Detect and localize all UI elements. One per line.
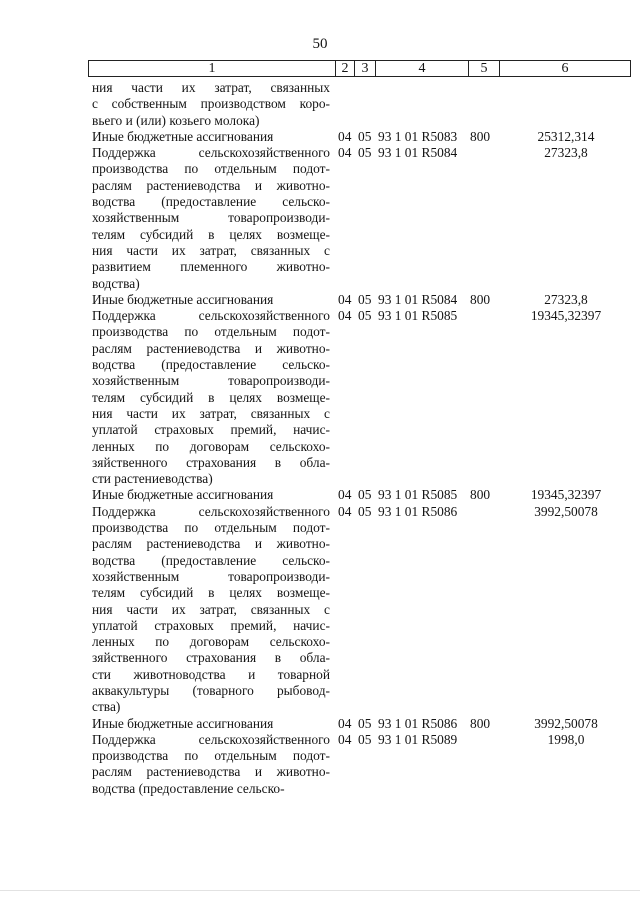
description-line: развитием племенного животно-	[92, 259, 330, 275]
description-line: водства (предоставление сельско-	[92, 780, 285, 796]
section-code: 04	[338, 487, 352, 503]
description-line: ства)	[92, 699, 121, 715]
header-col-5: 5	[469, 61, 500, 76]
description-line: ния части их затрат, связанных	[92, 80, 330, 95]
amount-value: 19345,32397	[530, 487, 602, 503]
header-col-3: 3	[355, 61, 376, 76]
row-description	[92, 732, 330, 797]
budget-table-body	[92, 80, 632, 797]
description-line: Иные бюджетные ассигнования	[92, 128, 274, 144]
row-description	[92, 145, 330, 292]
amount-value: 1998,0	[547, 731, 585, 747]
subsection-code: 05	[358, 731, 372, 747]
page-bottom-rule	[0, 890, 640, 891]
subsection-code: 05	[358, 487, 372, 503]
description-line: ния части их затрат, связанных с	[92, 405, 330, 421]
target-article-code: 93 1 01 R5086	[378, 503, 458, 519]
section-code: 04	[338, 128, 352, 144]
section-code: 04	[338, 145, 352, 161]
description-line: водства (предоставление сельско-	[92, 552, 330, 568]
target-article-code: 93 1 01 R5085	[378, 487, 458, 503]
table-row	[92, 308, 632, 487]
header-col-6: 6	[561, 61, 569, 76]
description-line: уплатой страховых премий, начис-	[92, 422, 330, 438]
description-line: производства по отдельным подот-	[92, 748, 330, 764]
row-description	[92, 716, 330, 732]
table-header	[88, 60, 631, 77]
description-line: водства (предоставление сельско-	[92, 194, 330, 210]
description-line: Поддержка сельскохозяйственного	[92, 308, 330, 324]
description-line: хозяйственным товаропроизводи-	[92, 210, 330, 226]
table-row	[92, 145, 632, 292]
target-article-code: 93 1 01 R5089	[378, 731, 458, 747]
section-code: 04	[338, 308, 352, 324]
subsection-code: 05	[358, 145, 372, 161]
description-line: хозяйственным товаропроизводи-	[92, 373, 330, 389]
description-line: вьего и (или) козьего молока)	[92, 112, 260, 128]
description-line: Поддержка сельскохозяйственного	[92, 731, 330, 747]
expense-type-code	[470, 80, 500, 129]
expense-type-code: 800	[470, 291, 491, 307]
table-row	[92, 129, 632, 145]
description-line: ния части их затрат, связанных с	[92, 601, 330, 617]
description-line: раслям растениеводства и животно-	[92, 177, 330, 193]
table-row	[92, 487, 632, 503]
row-description	[92, 80, 330, 129]
description-line: ния части их затрат, связанных с	[92, 242, 330, 258]
table-row	[92, 504, 632, 716]
target-article-code: 93 1 01 R5083	[378, 128, 458, 144]
description-line: производства по отдельным подот-	[92, 324, 330, 340]
row-description	[92, 308, 330, 487]
description-line: Иные бюджетные ассигнования	[92, 291, 274, 307]
description-line: Поддержка сельскохозяйственного	[92, 145, 330, 161]
section-code: 04	[338, 715, 352, 731]
subsection-code: 05	[358, 503, 372, 519]
row-description	[92, 504, 330, 716]
description-line: Иные бюджетные ассигнования	[92, 715, 274, 731]
expense-type-code	[470, 504, 500, 716]
target-article-code	[378, 80, 470, 129]
table-row	[92, 716, 632, 732]
page-number: 50	[312, 36, 328, 52]
description-line: телям субсидий в целях возмеще-	[92, 226, 330, 242]
description-line: телям субсидий в целях возмеще-	[92, 585, 330, 601]
description-line: водства)	[92, 275, 140, 291]
row-description	[92, 487, 330, 503]
target-article-code: 93 1 01 R5086	[378, 715, 458, 731]
description-line: уплатой страховых премий, начис-	[92, 617, 330, 633]
description-line: раслям растениеводства и животно-	[92, 764, 330, 780]
expense-type-code: 800	[470, 715, 491, 731]
subsection-code: 05	[358, 291, 372, 307]
header-col-4: 4	[376, 61, 469, 76]
description-line: хозяйственным товаропроизводи-	[92, 568, 330, 584]
description-line: ленных по договорам сельскохо-	[92, 438, 330, 454]
amount-value	[500, 80, 632, 129]
row-description	[92, 129, 330, 145]
target-article-code: 93 1 01 R5085	[378, 308, 458, 324]
header-col-2: 2	[336, 61, 355, 76]
header-col-1: 1	[89, 61, 336, 76]
subsection-code	[358, 80, 378, 129]
description-line: телям субсидий в целях возмеще-	[92, 389, 330, 405]
description-line: ленных по договорам сельскохо-	[92, 634, 330, 650]
description-line: производства по отдельным подот-	[92, 161, 330, 177]
table-row	[92, 292, 632, 308]
description-line: Иные бюджетные ассигнования	[92, 487, 274, 503]
expense-type-code	[470, 308, 500, 487]
subsection-code: 05	[358, 715, 372, 731]
amount-value: 3992,50078	[534, 503, 598, 519]
section-code: 04	[338, 731, 352, 747]
expense-type-code: 800	[470, 128, 491, 144]
amount-value: 19345,32397	[530, 308, 602, 324]
description-line: производства по отдельным подот-	[92, 520, 330, 536]
amount-value: 27323,8	[544, 145, 588, 161]
description-line: аквакультуры (товарного рыбовод-	[92, 682, 330, 698]
description-line: зяйственного страхования в обла-	[92, 650, 330, 666]
row-description	[92, 292, 330, 308]
section-code: 04	[338, 503, 352, 519]
expense-type-code	[470, 732, 500, 797]
description-line: Поддержка сельскохозяйственного	[92, 503, 330, 519]
amount-value: 27323,8	[544, 291, 588, 307]
target-article-code: 93 1 01 R5084	[378, 291, 458, 307]
description-line: раслям растениеводства и животно-	[92, 340, 330, 356]
target-article-code: 93 1 01 R5084	[378, 145, 458, 161]
subsection-code: 05	[358, 128, 372, 144]
amount-value: 3992,50078	[534, 715, 598, 731]
description-line: раслям растениеводства и животно-	[92, 536, 330, 552]
section-code: 04	[338, 291, 352, 307]
description-line: зяйственного страхования в обла-	[92, 454, 330, 470]
description-line: водства (предоставление сельско-	[92, 357, 330, 373]
amount-value: 25312,314	[537, 128, 595, 144]
description-line: сти животноводства и товарной	[92, 666, 330, 682]
table-row	[92, 732, 632, 797]
subsection-code: 05	[358, 308, 372, 324]
table-row	[92, 80, 632, 129]
description-line: сти растениеводства)	[92, 471, 213, 487]
section-code	[330, 80, 358, 129]
description-line: с собственным производством коро-	[92, 96, 330, 112]
expense-type-code: 800	[470, 487, 491, 503]
expense-type-code	[470, 145, 500, 292]
